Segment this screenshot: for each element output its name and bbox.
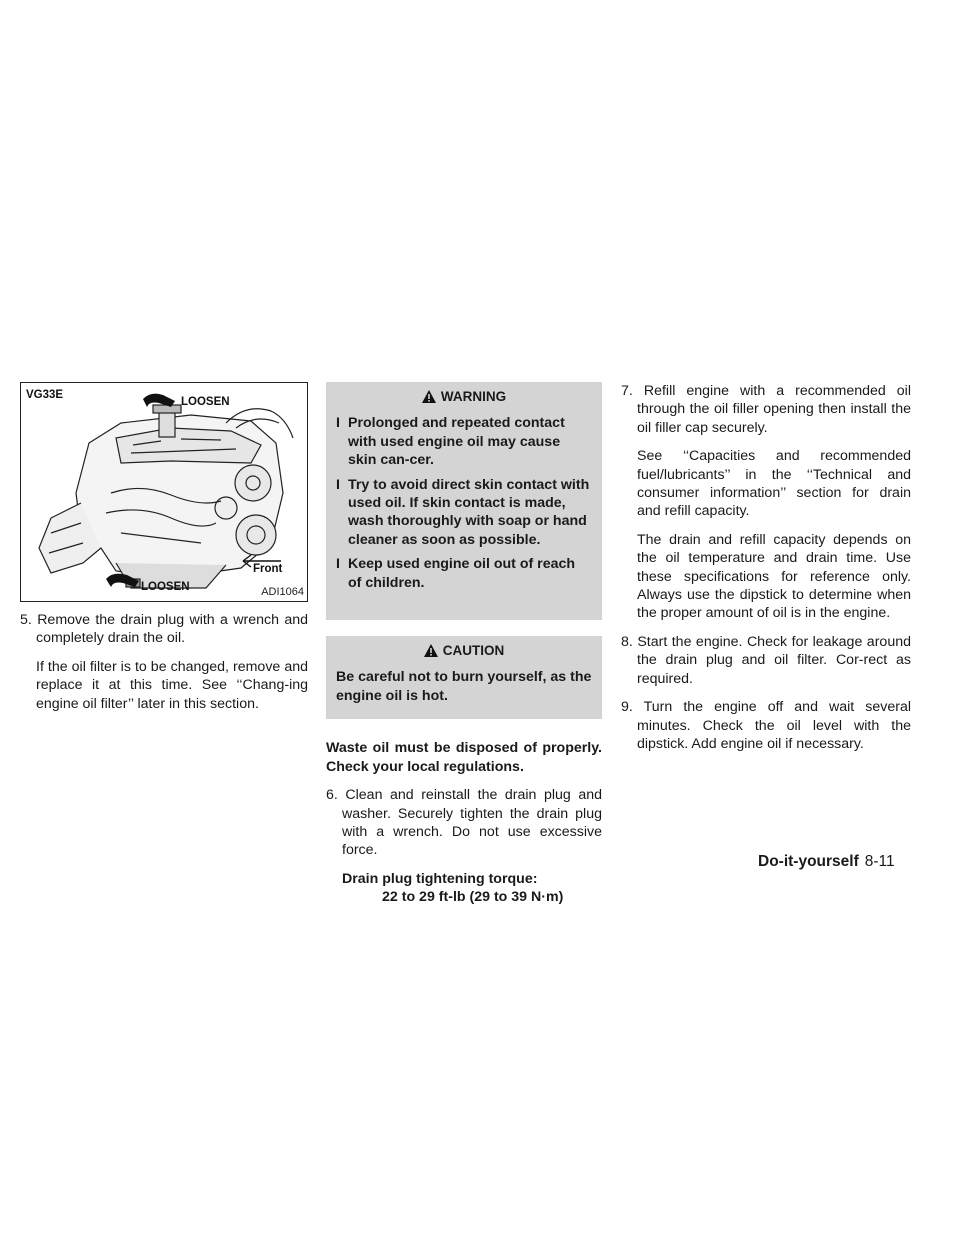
step-9-text: Turn the engine off and wait several minutes. Check the oil level with the dipstick. Add engine oil if necessary.: [637, 699, 912, 752]
step-7-number: 7.: [621, 383, 633, 399]
caution-title-text: CAUTION: [442, 643, 505, 659]
engine-figure: [20, 382, 308, 602]
bullet-mark: I: [336, 556, 340, 573]
torque-value: 22 to 29 ft-lb (29 to 39 N·m): [382, 889, 564, 906]
waste-oil-note: Waste oil must be disposed of properly. Check your local regulations.: [326, 740, 602, 775]
step-5-text: Remove the drain plug with a wrench and completely drain the oil.: [36, 612, 308, 647]
step-8-number: 8.: [621, 633, 633, 650]
figure-model-label: VG33E: [26, 389, 64, 401]
warning-item: [336, 476, 592, 550]
step-5-number: 5.: [20, 612, 32, 628]
warning-item-text: Try to avoid direct skin contact with used oil. If skin contact is made, wash thoroughly with soap or hand cleaner as soon as possible.: [348, 476, 590, 548]
warning-item-text: Keep used engine oil out of reach of children.: [348, 556, 576, 591]
step-6-text: Clean and reinstall the drain plug and washer. Securely tighten the drain plug with a wrench. Do not use excessive force.: [342, 787, 602, 859]
column-1: [20, 611, 308, 713]
step-5-note: If the oil filter is to be changed, remove and replace it at this time. See ‘‘Chang-ing engine oil filter’’ later in this section.: [36, 658, 308, 712]
figure-loosen-bottom-label: LOOSEN: [141, 581, 190, 593]
warning-triangle-icon: [422, 390, 436, 408]
caution-triangle-icon: [424, 644, 438, 662]
warning-title-text: WARNING: [440, 389, 507, 404]
step-7-text: Refill engine with a recommended oil through the oil filler opening then install the oil filler cap securely.: [637, 383, 911, 436]
warning-item: [336, 555, 592, 592]
column-3: [621, 382, 911, 753]
figure-front-label: Front: [253, 563, 283, 575]
caution-box: [326, 636, 602, 719]
bullet-mark: I: [336, 415, 340, 432]
warning-box: [326, 382, 602, 620]
bullet-mark: I: [336, 476, 340, 493]
page-number: 8-11: [864, 853, 895, 870]
warning-title: [336, 388, 592, 408]
step-8: [621, 633, 911, 688]
step-8-text: Start the engine. Check for leakage around the drain plug and oil filter. Cor-rect as required.: [637, 633, 911, 687]
step-7-note-2: The drain and refill capacity depends on the oil temperature and drain time. Use these specifications for reference only. Always use the dipstick to determine when the proper amount of oil is in the engine.: [637, 531, 911, 622]
column-2: [326, 382, 602, 907]
step-6: [326, 786, 602, 860]
caution-text: Be careful not to burn yourself, as the engine oil is hot.: [336, 669, 592, 704]
warning-item: [336, 414, 592, 469]
warning-item-text: Prolonged and repeated contact with used engine oil may cause skin can-cer.: [348, 415, 565, 469]
step-5: [20, 611, 308, 648]
step-9: [621, 698, 911, 753]
step-9-number: 9.: [621, 699, 633, 716]
step-6-number: 6.: [326, 787, 338, 804]
page-footer: [758, 853, 895, 871]
footer-section: Do-it-yourself: [758, 853, 859, 870]
step-7: [621, 382, 911, 437]
figure-code: ADI1064: [261, 586, 304, 598]
step-7-note-1: See ‘‘Capacities and recommended fuel/lubricants’’ in the ‘‘Technical and consumer information’’ section for drain and refill capacity.: [637, 448, 911, 520]
figure-loosen-top-label: LOOSEN: [181, 396, 230, 408]
torque-label: Drain plug tightening torque:: [342, 870, 538, 887]
caution-title: [336, 642, 592, 662]
